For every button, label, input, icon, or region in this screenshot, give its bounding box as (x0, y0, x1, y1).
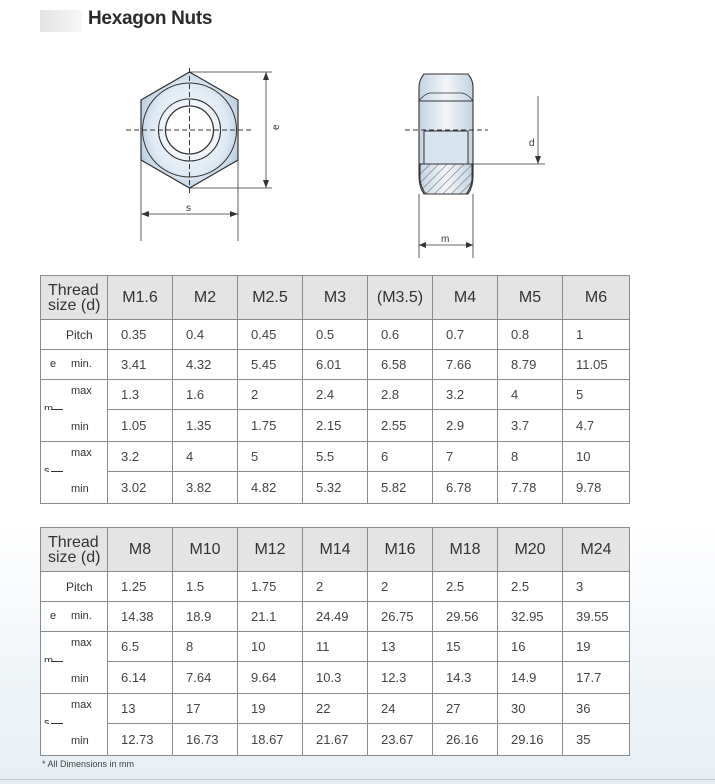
max-label: max (71, 637, 92, 649)
table-cell: 17 (173, 694, 238, 724)
table-cell: 21.67 (303, 724, 368, 756)
table-cell: 1.6 (173, 380, 238, 410)
table-cell: 14.3 (433, 662, 498, 694)
size-header: M18 (433, 528, 498, 572)
table-row (41, 602, 630, 632)
table-cell: 19 (238, 694, 303, 724)
table-cell: 26.16 (433, 724, 498, 756)
table-cell: 22 (303, 694, 368, 724)
label-s: s (186, 203, 191, 214)
table-cell: 0.6 (368, 320, 433, 350)
row-label (41, 724, 108, 756)
table-cell: 4 (498, 380, 563, 410)
table-cell: 10.3 (303, 662, 368, 694)
table-cell: 5.82 (368, 472, 433, 504)
min-label: min. (71, 610, 92, 622)
row-label (41, 694, 108, 724)
row-label (41, 632, 108, 662)
table-cell: 2 (238, 380, 303, 410)
table-cell: 2.15 (303, 410, 368, 442)
table-cell: 2 (368, 572, 433, 602)
table-cell: 9.78 (563, 472, 630, 504)
table-cell: 12.73 (108, 724, 173, 756)
row-label (41, 410, 108, 442)
label-m: m (441, 234, 450, 245)
table-cell: 8.79 (498, 350, 563, 380)
table-cell: 2.55 (368, 410, 433, 442)
table-cell: 27 (433, 694, 498, 724)
row-label (41, 602, 108, 632)
table-cell: 11 (303, 632, 368, 662)
table-cell: 6.14 (108, 662, 173, 694)
row-label (41, 662, 108, 694)
table-cell: 3.7 (498, 410, 563, 442)
e-label: e (50, 610, 57, 622)
table-cell: 5 (238, 442, 303, 472)
table-row (41, 632, 630, 662)
table-cell: 7.66 (433, 350, 498, 380)
table-cell: 17.7 (563, 662, 630, 694)
size-d-label: size (d) (48, 548, 101, 566)
table-cell: 30 (498, 694, 563, 724)
table-cell: 1.25 (108, 572, 173, 602)
table-cell: 5.5 (303, 442, 368, 472)
table-cell: 2.5 (433, 572, 498, 602)
min-label: min (71, 672, 89, 685)
size-header: M14 (303, 528, 368, 572)
thread-size-header (41, 276, 108, 320)
table-cell: 2.8 (368, 380, 433, 410)
table-cell: 21.1 (238, 602, 303, 632)
table-cell: 4.82 (238, 472, 303, 504)
table-cell: 14.38 (108, 602, 173, 632)
spec-table-2 (40, 527, 630, 756)
nut-drawing (0, 50, 715, 265)
table-cell: 19 (563, 632, 630, 662)
header-tab (40, 10, 82, 32)
table-cell: 0.4 (173, 320, 238, 350)
table-cell: 12.3 (368, 662, 433, 694)
page-title: Hexagon Nuts (88, 8, 213, 29)
max-label: max (71, 447, 92, 459)
table-cell: 5 (563, 380, 630, 410)
table-cell: 35 (563, 724, 630, 756)
label-e: e (271, 124, 282, 130)
bottom-divider (0, 779, 715, 780)
table-cell: 3.2 (108, 442, 173, 472)
table-cell: 1.5 (173, 572, 238, 602)
row-label (41, 472, 108, 504)
min-label: min (71, 482, 89, 495)
row-label (41, 350, 108, 380)
table-cell: 16.73 (173, 724, 238, 756)
table-cell: 3.82 (173, 472, 238, 504)
table-cell: 4.32 (173, 350, 238, 380)
max-label: max (71, 699, 92, 711)
table-cell: 2.4 (303, 380, 368, 410)
row-label (41, 442, 108, 472)
size-header: M24 (563, 528, 630, 572)
table-cell: 18.9 (173, 602, 238, 632)
min-label: min (71, 420, 89, 433)
size-header: M10 (173, 528, 238, 572)
label-d: d (529, 138, 535, 149)
table-cell: 6.01 (303, 350, 368, 380)
table-cell: 13 (108, 694, 173, 724)
size-header: M16 (368, 528, 433, 572)
table-row (41, 662, 630, 694)
table-cell: 29.56 (433, 602, 498, 632)
size-d-label: size (d) (48, 296, 101, 314)
table-cell: 8 (498, 442, 563, 472)
row-label (41, 380, 108, 410)
table-cell: 5.32 (303, 472, 368, 504)
table-cell: 2 (303, 572, 368, 602)
table-row (41, 320, 630, 350)
table-cell: 1.75 (238, 572, 303, 602)
thread-label: Thread (48, 281, 99, 299)
table-cell: 4 (173, 442, 238, 472)
table-cell: 36 (563, 694, 630, 724)
size-header: M8 (108, 528, 173, 572)
table-cell: 5.45 (238, 350, 303, 380)
table-cell: 0.7 (433, 320, 498, 350)
table-cell: 0.8 (498, 320, 563, 350)
size-header: M2.5 (238, 276, 303, 320)
table-cell: 10 (238, 632, 303, 662)
size-header: M4 (433, 276, 498, 320)
header-row (41, 276, 630, 320)
size-header: M1.6 (108, 276, 173, 320)
table-cell: 2.9 (433, 410, 498, 442)
table-cell: 3.02 (108, 472, 173, 504)
table-cell: 23.67 (368, 724, 433, 756)
table-cell: 6 (368, 442, 433, 472)
table-row (41, 410, 630, 442)
table-cell: 6.58 (368, 350, 433, 380)
row-label (41, 320, 108, 350)
table-cell: 39.55 (563, 602, 630, 632)
size-header: M20 (498, 528, 563, 572)
table-cell: 3.41 (108, 350, 173, 380)
footnote: * All Dimensions in mm (42, 759, 135, 769)
pitch-label: Pitch (66, 328, 93, 342)
size-header: M12 (238, 528, 303, 572)
table-row (41, 572, 630, 602)
min-label: min (71, 734, 89, 747)
table-cell: 1.35 (173, 410, 238, 442)
thread-label: Thread (48, 533, 99, 551)
table-row (41, 694, 630, 724)
table-cell: 9.64 (238, 662, 303, 694)
pitch-label: Pitch (66, 580, 93, 594)
min-label: min. (71, 358, 92, 370)
size-header: M3 (303, 276, 368, 320)
table-cell: 2.5 (498, 572, 563, 602)
table-cell: 0.45 (238, 320, 303, 350)
table-cell: 8 (173, 632, 238, 662)
table-cell: 24 (368, 694, 433, 724)
size-header: (M3.5) (368, 276, 433, 320)
table-cell: 15 (433, 632, 498, 662)
row-label (41, 572, 108, 602)
table-cell: 7.78 (498, 472, 563, 504)
table-row (41, 724, 630, 756)
table-cell: 29.16 (498, 724, 563, 756)
table-cell: 0.5 (303, 320, 368, 350)
table-row (41, 350, 630, 380)
table-row (41, 472, 630, 504)
e-label: e (50, 358, 57, 370)
spec-table-1 (40, 275, 630, 504)
max-label: max (71, 385, 92, 397)
table-cell: 11.05 (563, 350, 630, 380)
table-row (41, 380, 630, 410)
table-row (41, 442, 630, 472)
table-cell: 13 (368, 632, 433, 662)
table-cell: 6.78 (433, 472, 498, 504)
table-cell: 1.75 (238, 410, 303, 442)
table-cell: 3.2 (433, 380, 498, 410)
table-cell: 0.35 (108, 320, 173, 350)
header-row (41, 528, 630, 572)
size-header: M6 (563, 276, 630, 320)
thread-size-header (41, 528, 108, 572)
table-cell: 16 (498, 632, 563, 662)
table-cell: 24.49 (303, 602, 368, 632)
table-cell: 32.95 (498, 602, 563, 632)
table-cell: 6.5 (108, 632, 173, 662)
table-cell: 1.05 (108, 410, 173, 442)
table-cell: 26.75 (368, 602, 433, 632)
table-cell: 4.7 (563, 410, 630, 442)
table-cell: 7 (433, 442, 498, 472)
front-view (126, 68, 282, 241)
side-view (405, 74, 545, 258)
table-cell: 18.67 (238, 724, 303, 756)
table-cell: 7.64 (173, 662, 238, 694)
table-cell: 1.3 (108, 380, 173, 410)
size-header: M5 (498, 276, 563, 320)
table-cell: 14.9 (498, 662, 563, 694)
table-cell: 10 (563, 442, 630, 472)
table-cell: 1 (563, 320, 630, 350)
table-cell: 3 (563, 572, 630, 602)
size-header: M2 (173, 276, 238, 320)
